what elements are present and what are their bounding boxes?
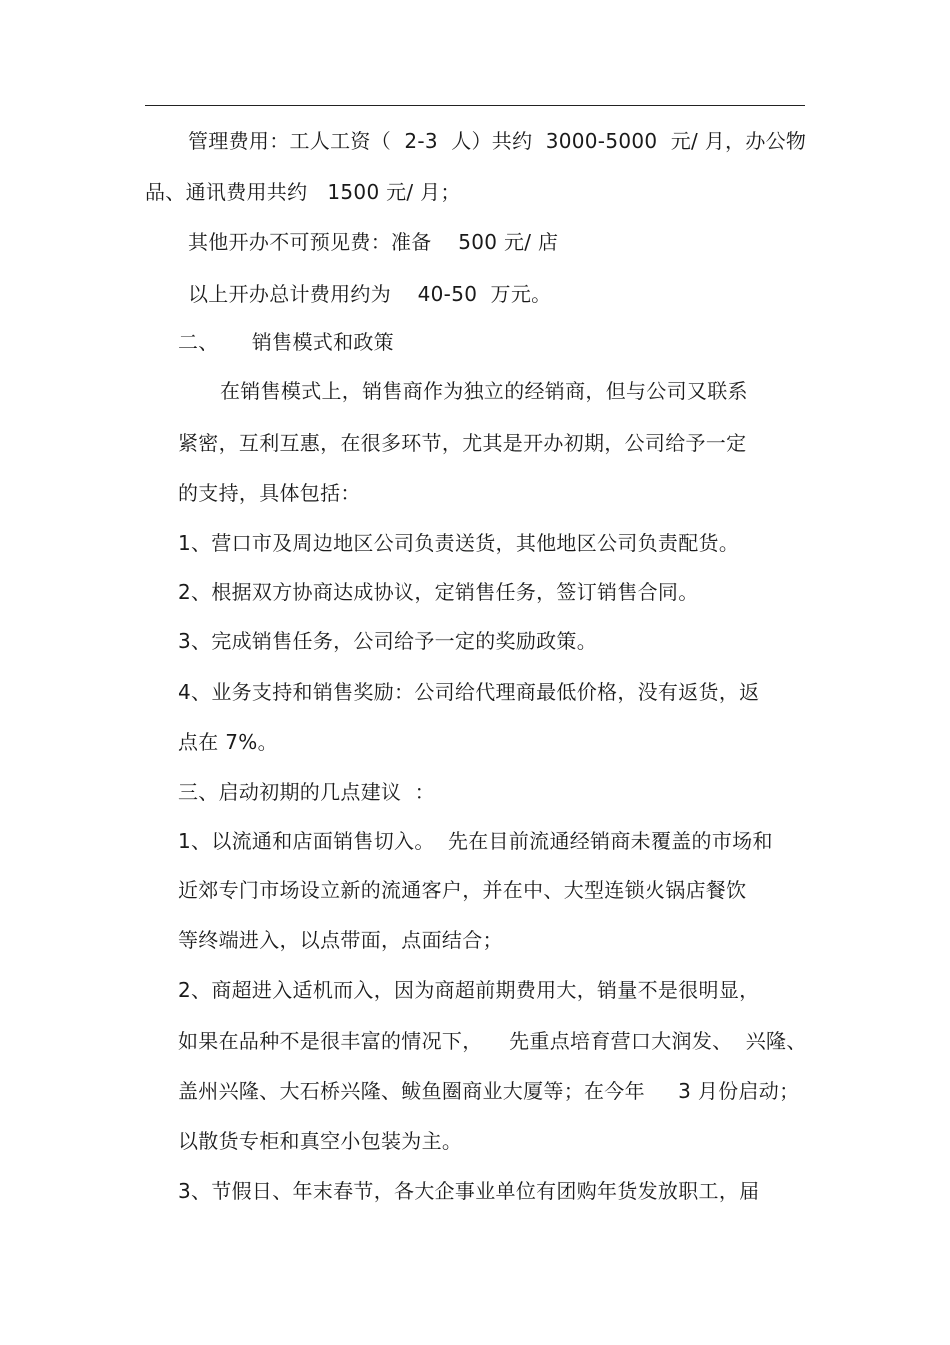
text-line: 以散货专柜和真空小包装为主。 — [178, 1129, 463, 1153]
text-line: 以上开办总计费用约为 40-50 万元。 — [188, 282, 552, 306]
text-line: 近郊专门市场设立新的流通客户，并在中、大型连锁火锅店餐饮 — [178, 878, 747, 902]
header-rule — [145, 105, 805, 106]
list-item: 2、商超进入适机而入，因为商超前期费用大，销量不是很明显， — [178, 978, 760, 1002]
list-item: 2、根据双方协商达成协议，定销售任务，签订销售合同。 — [178, 580, 699, 604]
text-line: 等终端进入，以点带面，点面结合； — [178, 928, 503, 952]
text-line: 管理费用：工人工资（ 2-3 人）共约 3000-5000 元/ 月，办公物 — [188, 129, 807, 153]
text-line: 在销售模式上，销售商作为独立的经销商，但与公司又联系 — [220, 379, 748, 403]
list-item: 1、营口市及周边地区公司负责送货，其他地区公司负责配货。 — [178, 531, 740, 555]
text-line: 如果在品种不是很丰富的情况下， 先重点培育营口大润发、 兴隆、 — [178, 1029, 807, 1053]
section-heading: 三、启动初期的几点建议 ： — [178, 780, 435, 804]
list-item: 3、节假日、年末春节，各大企事业单位有团购年货发放职工，届 — [178, 1179, 760, 1203]
list-item: 3、完成销售任务，公司给予一定的奖励政策。 — [178, 629, 598, 653]
list-item: 1、以流通和店面销售切入。 先在目前流通经销商未覆盖的市场和 — [178, 829, 773, 853]
text-line: 的支持，具体包括： — [178, 481, 361, 505]
text-line: 盖州兴隆、大石桥兴隆、鲅鱼圈商业大厦等；在今年 3 月份启动； — [178, 1079, 800, 1103]
section-heading: 二、 销售模式和政策 — [178, 330, 394, 354]
list-item: 4、业务支持和销售奖励：公司给代理商最低价格，没有返货，返 — [178, 680, 760, 704]
text-line: 点在 7%。 — [178, 730, 278, 754]
text-line: 品、通讯费用共约 1500 元/ 月； — [145, 180, 461, 204]
text-line: 紧密，互利互惠，在很多环节，尤其是开办初期，公司给予一定 — [178, 431, 747, 455]
text-line: 其他开办不可预见费：准备 500 元/ 店 — [188, 230, 559, 254]
